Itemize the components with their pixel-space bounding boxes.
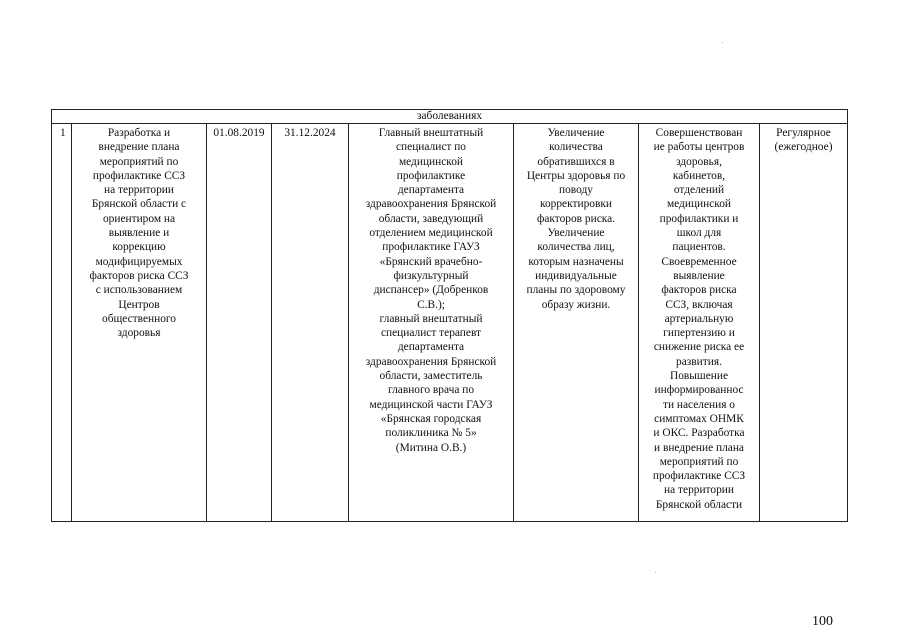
section-title-cell: заболеваниях bbox=[52, 110, 848, 124]
row-number-cell: 1 bbox=[52, 124, 72, 522]
result-cell: Совершенствован ие работы центров здоровья, кабинетов, отделений медицинской профилактики и школ для пациентов. Своевременное выявление факторов риска ССЗ, включая артериальную гипертензию и снижение риска ее развития. Повышение информированнос ти населения о симптомах ОНМК и ОКС. Разработка и внедрение плана мероприятий по профилактике ССЗ на территории Брянской области bbox=[639, 124, 760, 522]
section-row bbox=[52, 110, 848, 124]
scan-speck bbox=[722, 42, 723, 43]
page-number: 100 bbox=[812, 614, 833, 629]
indicator-cell: Увеличение количества обратившихся в Центры здоровья по поводу корректировки факторов риска. Увеличение количества лиц, которым назначены индивидуальные планы по здоровому образу жизни. bbox=[514, 124, 639, 522]
periodicity-cell: Регулярное (ежегодное) bbox=[760, 124, 848, 522]
scan-speck bbox=[655, 572, 656, 573]
measure-cell: Разработка и внедрение плана мероприятий по профилактике ССЗ на территории Брянской области с ориентиром на выявление и коррекцию модифицируемых факторов риска ССЗ с использованием Центров общественного здоровья bbox=[72, 124, 207, 522]
table-row bbox=[52, 124, 848, 522]
end-date-cell: 31.12.2024 bbox=[272, 124, 349, 522]
start-date-cell: 01.08.2019 bbox=[207, 124, 272, 522]
responsible-cell: Главный внештатный специалист по медицинской профилактике департамента здравоохранения Брянской области, заведующий отделением медицинской профилактике ГАУЗ «Брянский врачебно- физкультурный диспансер» (Добренков С.В.); главный внештатный специалист терапевт департамента здравоохранения Брянской области, заместитель главного врача по медицинской части ГАУЗ «Брянская городская поликлиника № 5» (Митина О.В.) bbox=[349, 124, 514, 522]
plan-table bbox=[51, 109, 848, 522]
